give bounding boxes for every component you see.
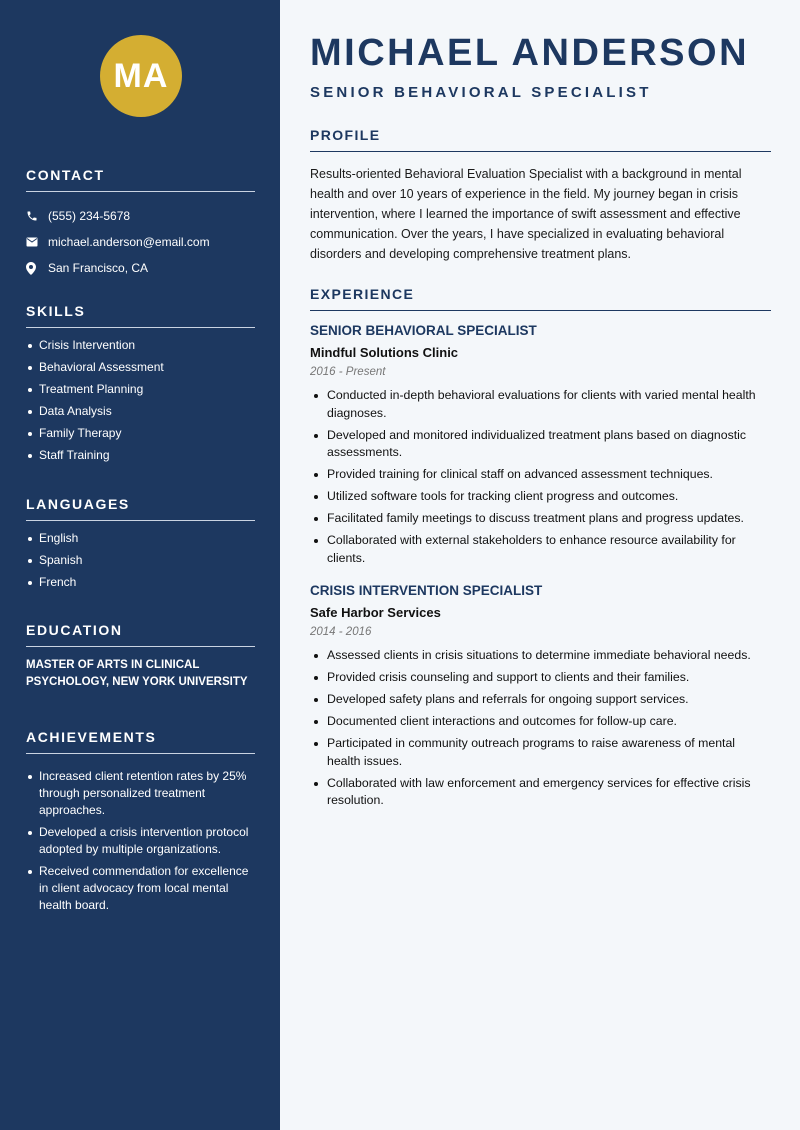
list-item: English xyxy=(26,530,255,547)
skills-section xyxy=(26,303,255,469)
list-item: Conducted in-depth behavioral evaluations for clients with varied mental health diagnoses. xyxy=(310,387,771,422)
education-heading: EDUCATION xyxy=(26,622,255,647)
achievements-heading: ACHIEVEMENTS xyxy=(26,729,255,754)
list-item: Collaborated with law enforcement and emergency services for effective crisis resolution. xyxy=(310,775,771,810)
profile-section xyxy=(310,127,771,264)
list-item: Received commendation for excellence in client advocacy from local mental health board. xyxy=(26,863,255,914)
list-item: Provided crisis counseling and support to clients and their families. xyxy=(310,669,771,687)
job-title-subtitle: SENIOR BEHAVIORAL SPECIALIST xyxy=(310,84,652,101)
list-item: French xyxy=(26,574,255,591)
company-name: Mindful Solutions Clinic xyxy=(310,345,459,360)
list-item: Documented client interactions and outcomes for follow-up care. xyxy=(310,713,771,731)
list-item: Increased client retention rates by 25% through personalized treatment approaches. xyxy=(26,768,255,819)
list-item: Staff Training xyxy=(26,447,255,464)
sidebar xyxy=(0,0,280,1130)
list-item: Utilized software tools for tracking client progress and outcomes. xyxy=(310,488,771,506)
list-item: Participated in community outreach programs to raise awareness of mental health issues. xyxy=(310,735,771,770)
job-dates: 2016 - Present xyxy=(310,366,386,378)
achievements-section xyxy=(26,729,255,919)
list-item: Family Therapy xyxy=(26,425,255,442)
list-item: Crisis Intervention xyxy=(26,337,255,354)
contact-location xyxy=(26,255,255,281)
list-item: Data Analysis xyxy=(26,403,255,420)
list-item: Provided training for clinical staff on advanced assessment techniques. xyxy=(310,466,771,484)
profile-heading: PROFILE xyxy=(310,127,771,152)
list-item: Spanish xyxy=(26,552,255,569)
avatar-initials: MA xyxy=(113,56,169,95)
list-item: Facilitated family meetings to discuss treatment plans and progress updates. xyxy=(310,510,771,528)
languages-list xyxy=(26,530,255,591)
contact-heading: CONTACT xyxy=(26,167,255,192)
skills-heading: SKILLS xyxy=(26,303,255,328)
job-entry xyxy=(310,583,771,810)
contact-list xyxy=(26,203,255,281)
location-icon xyxy=(26,262,48,275)
page-title: MICHAEL ANDERSON xyxy=(310,32,750,74)
list-item: Developed a crisis intervention protocol adopted by multiple organizations. xyxy=(26,824,255,858)
achievements-list xyxy=(26,768,255,914)
experience-section xyxy=(310,286,771,814)
job-bullets xyxy=(310,647,771,810)
email-icon xyxy=(26,237,48,247)
contact-section xyxy=(26,167,255,281)
list-item: Developed safety plans and referrals for ongoing support services. xyxy=(310,691,771,709)
experience-heading: EXPERIENCE xyxy=(310,286,771,311)
location-text: San Francisco, CA xyxy=(48,261,149,275)
phone-icon xyxy=(26,210,48,222)
phone-text: (555) 234-5678 xyxy=(48,209,131,223)
education-section xyxy=(26,622,255,691)
list-item: Treatment Planning xyxy=(26,381,255,398)
education-text: MASTER OF ARTS IN CLINICAL PSYCHOLOGY, NEW YORK UNIVERSITY xyxy=(26,659,248,688)
skills-list xyxy=(26,337,255,464)
list-item: Assessed clients in crisis situations to determine immediate behavioral needs. xyxy=(310,647,771,665)
job-dates: 2014 - 2016 xyxy=(310,626,372,638)
job-entry xyxy=(310,323,771,567)
email-text: michael.anderson@email.com xyxy=(48,235,210,249)
list-item: Developed and monitored individualized treatment plans based on diagnostic assessments. xyxy=(310,427,771,462)
job-bullets xyxy=(310,387,771,567)
profile-text: Results-oriented Behavioral Evaluation Specialist with a background in mental health and over 10 years of experience in the field. My journey began in crisis intervention, where I learned the importance of swift assessment and effective communication. Over the years, I have specialized in evaluating behavioral disorders and developing comprehensive treatment plans. xyxy=(310,167,742,261)
list-item: Behavioral Assessment xyxy=(26,359,255,376)
languages-heading: LANGUAGES xyxy=(26,496,255,521)
avatar xyxy=(100,35,182,117)
contact-phone xyxy=(26,203,255,229)
contact-email xyxy=(26,229,255,255)
job-title: CRISIS INTERVENTION SPECIALIST xyxy=(310,583,543,598)
list-item: Collaborated with external stakeholders to enhance resource availability for clients. xyxy=(310,532,771,567)
languages-section xyxy=(26,496,255,596)
company-name: Safe Harbor Services xyxy=(310,605,441,620)
job-title: SENIOR BEHAVIORAL SPECIALIST xyxy=(310,323,537,338)
